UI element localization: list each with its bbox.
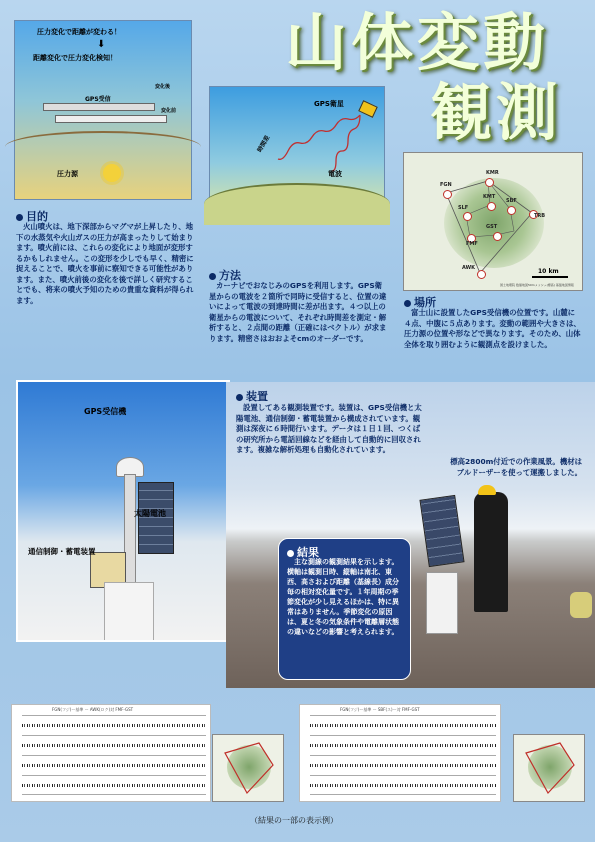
time-diff-label: 時間差: [256, 134, 272, 154]
bottom-caption: （結果の一部の表示例）: [250, 816, 338, 825]
diagram-top-label: 圧力変化で距離が変わる！: [37, 28, 121, 36]
bullet-icon: [236, 394, 243, 401]
station-marker: [443, 190, 452, 199]
result-box: [278, 538, 411, 680]
plot-title: FGN(フジ)ー基準 ー AWK(ロク)対 FMF-GST: [52, 707, 134, 712]
worker-solar-panel: [419, 495, 464, 567]
change-before-label: 変化前: [161, 108, 177, 114]
station-label: TRB: [534, 213, 546, 219]
result-map-left: [212, 734, 284, 802]
down-arrow-icon: ⬇: [97, 39, 106, 50]
result-plot-right: [299, 704, 501, 802]
plot-series: [310, 724, 496, 727]
plot-row: [22, 735, 206, 754]
station-label: SBF: [506, 198, 517, 204]
result-text: 主な測線の観測結果を示します。横軸は観測日時、縦軸は南北、東西、高さおよび距離（基線長）成分毎の相対変化量です。１年周期の季節変化が少し見えるほかは、特に異常はありません。季節変化の原因は、夏と冬の気象条件や電離層状態の違いなどの影響と考えられます。: [287, 558, 399, 636]
station-label: GST: [486, 224, 498, 230]
station-marker: [493, 232, 502, 241]
plot-series: [310, 744, 496, 747]
bullet-icon: [404, 300, 411, 307]
scale-label: 10 km: [538, 268, 559, 275]
result-map-right: [513, 734, 585, 802]
gps-method-diagram: [209, 86, 385, 214]
worker-figure: [474, 492, 508, 612]
station-marker: [485, 178, 494, 187]
gps-bar-before: [55, 115, 167, 123]
hard-hat-icon: [478, 485, 496, 495]
purpose-text: 火山噴火は、地下深部からマグマが上昇したり、地下の水蒸気や火山ガスの圧力が高まったりして始まります。噴火前には、これらの変化により地面が変形するかもしれません。この変形を少しでも早く、精密に捉えることで、噴火を事前に察知できる可能性があります。また、噴火前後の変化を後で詳しく研究することでも、将来の噴火予知のための貴重な資料が得られます。: [16, 222, 194, 305]
plot-row: [310, 715, 496, 734]
equipment-heading-text: 装置: [246, 390, 268, 403]
station-marker: [487, 202, 496, 211]
plot-series: [310, 764, 496, 767]
plot-series: [22, 784, 206, 787]
concrete-base: [104, 582, 154, 642]
gps-bar-after: [43, 103, 155, 111]
work-caption: 標高2800m付近での作業風景。機材はブルドーザーを使って運搬しました。: [450, 457, 582, 477]
plot-series: [22, 744, 206, 747]
solar-label: 太陽電池: [134, 509, 166, 518]
plot-row: [310, 775, 496, 795]
method-text: カーナビでおなじみのGPSを利用します。GPS衛星からの電波を２箇所で同時に受信すると、位置の違いによって電波の到達時間に差が出ます。４つ以上の衛星からの電波について、それぞれ時間差を測定・解析すると、２点間の距離（正確にはベクトル）が求まります。精密さはおおよそcmのオーダーです。: [209, 281, 387, 343]
worker-base: [426, 572, 458, 634]
wave-label: 電波: [328, 170, 342, 178]
scale-bar: [532, 276, 568, 278]
page-title-line1: 山体変動: [285, 6, 550, 79]
plot-title: FGN(フジ)ー基準 ー SBF(ス)ー対 FMF-GST: [340, 707, 420, 712]
plot-series: [22, 724, 206, 727]
map-credit: 国土地理院 数値地図50mメッシュ(標高) 基盤地図情報: [500, 283, 574, 287]
place-heading-text: 場所: [414, 296, 436, 309]
station-label: KMR: [486, 170, 499, 176]
gps-receiver-label: GPS受信機: [84, 407, 127, 416]
equipment-photo: [16, 380, 230, 642]
radio-waves: [260, 107, 370, 177]
plot-row: [22, 755, 206, 774]
satellite-label: GPS衛星: [314, 100, 344, 108]
station-label: KMT: [483, 194, 496, 200]
station-map: [403, 152, 583, 291]
station-marker: [463, 212, 472, 221]
bullet-icon: [209, 273, 216, 280]
ground-arc: [5, 131, 201, 163]
gps-label: GPS受信: [85, 96, 111, 103]
equipment-text: 設置してある観測装置です。装置は、GPS受信機と太陽電池、通信制御・蓄電装置から構成されています。観測は深夜に６時間行います。データは１日１回、つくばの研究所から電話回線などを経由して自動的に回収されます。複雑な解析処理も自動化されています。: [236, 403, 422, 454]
plot-series: [22, 764, 206, 767]
purpose-heading-text: 目的: [26, 210, 48, 223]
comm-label: 通信制御・蓄電装置: [28, 547, 96, 556]
sack: [570, 592, 592, 618]
station-label: SLF: [458, 205, 469, 211]
result-plot-left: [11, 704, 211, 802]
station-label: AWK: [462, 265, 476, 271]
bullet-icon: [16, 214, 23, 221]
station-label: FMF: [466, 241, 478, 247]
station-marker: [477, 270, 486, 279]
method-heading-text: 方法: [219, 269, 241, 282]
bullet-icon: [287, 550, 294, 557]
plot-row: [310, 755, 496, 774]
change-after-label: 変化後: [155, 84, 171, 90]
mini-network: [213, 735, 283, 801]
plot-row: [22, 715, 206, 734]
mini-network: [514, 735, 584, 801]
station-marker: [507, 206, 516, 215]
pressure-source-label: 圧力源: [57, 170, 78, 178]
result-heading-text: 結果: [297, 546, 319, 559]
plot-row: [310, 735, 496, 754]
plot-row: [22, 775, 206, 795]
ground-curve: [204, 183, 390, 225]
page-title-line2: 観測: [430, 76, 563, 149]
pressure-source-icon: [103, 164, 121, 182]
equipment-heading: [236, 388, 268, 404]
pressure-diagram: [14, 20, 192, 200]
place-text: 富士山に設置したGPS受信機の位置です。山麓に４点、中腹に５点あります。変動の範囲や大きさは、圧力源の位置や形などで異なります。そのため、山体全体を取り囲むように観測点を設けました。: [404, 308, 581, 349]
station-label: FGN: [440, 182, 452, 188]
plot-series: [310, 784, 496, 787]
diagram-middle-label: 距離変化で圧力変化検知！: [33, 54, 117, 62]
